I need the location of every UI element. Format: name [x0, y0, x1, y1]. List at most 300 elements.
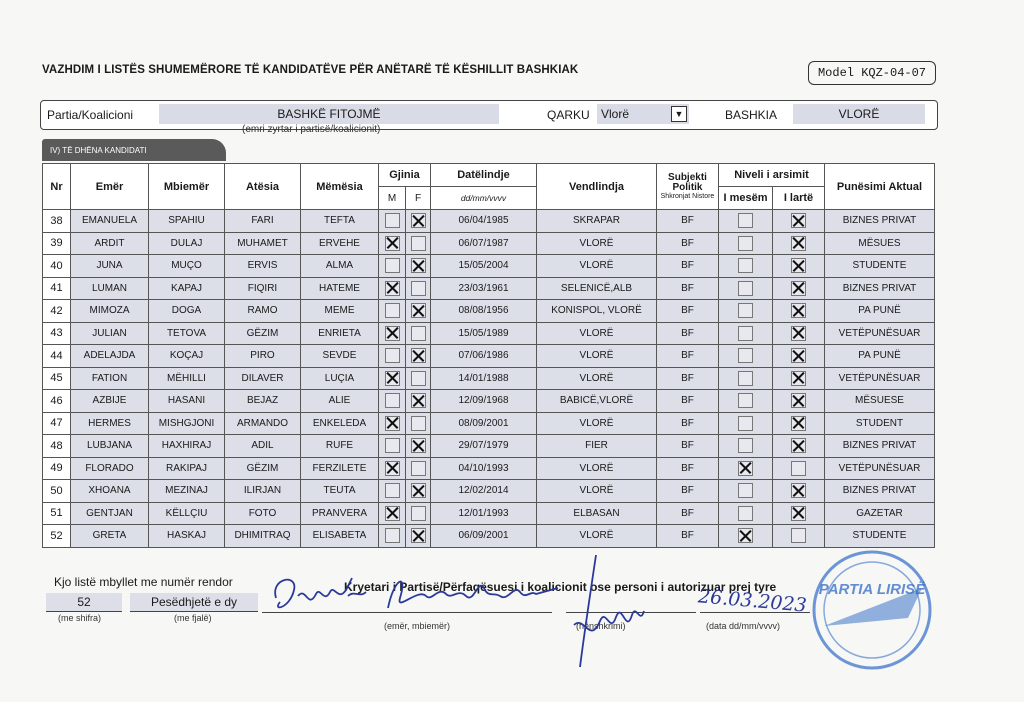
edu-larte-cell — [773, 435, 825, 458]
cell-atesia[interactable]: DILAVER — [225, 367, 301, 390]
bashkia-field[interactable]: VLORË — [793, 104, 925, 124]
cell-subjekti[interactable]: BF — [657, 232, 719, 255]
cell-punesimi[interactable]: PA PUNË — [825, 345, 935, 368]
edu-mesem-checkbox[interactable] — [738, 348, 753, 363]
cell-vendlindja[interactable]: VLORË — [537, 232, 657, 255]
edu-larte-cell — [773, 210, 825, 233]
col-m: M — [379, 187, 406, 210]
closing-words[interactable]: Pesëdhjetë e dy — [130, 593, 258, 612]
gender-f-checkbox[interactable] — [411, 393, 426, 408]
edu-larte-checkbox[interactable] — [791, 371, 806, 386]
cell-mbiemer[interactable]: HASANI — [149, 390, 225, 413]
edu-mesem-checkbox[interactable] — [738, 371, 753, 386]
cell-memesia[interactable]: ENKELEDA — [301, 412, 379, 435]
edu-larte-cell — [773, 345, 825, 368]
edu-mesem-cell — [719, 367, 773, 390]
gender-m-cell — [379, 525, 406, 548]
edu-larte-checkbox[interactable] — [791, 326, 806, 341]
gender-f-checkbox[interactable] — [411, 326, 426, 341]
edu-larte-checkbox[interactable] — [791, 393, 806, 408]
cell-memesia[interactable]: SEVDE — [301, 345, 379, 368]
edu-mesem-checkbox[interactable] — [738, 416, 753, 431]
edu-larte-cell — [773, 502, 825, 525]
gender-m-checkbox[interactable] — [385, 281, 400, 296]
cell-datelindje[interactable]: 06/07/1987 — [431, 232, 537, 255]
cell-memesia[interactable]: HATEME — [301, 277, 379, 300]
cell-mbiemer[interactable]: HASKAJ — [149, 525, 225, 548]
edu-mesem-cell — [719, 345, 773, 368]
gender-m-checkbox[interactable] — [385, 348, 400, 363]
cell-subjekti[interactable]: BF — [657, 502, 719, 525]
cell-datelindje[interactable]: 08/09/2001 — [431, 412, 537, 435]
edu-larte-checkbox[interactable] — [791, 348, 806, 363]
edu-larte-checkbox[interactable] — [791, 438, 806, 453]
row-number: 47 — [43, 412, 71, 435]
row-number: 44 — [43, 345, 71, 368]
gender-m-checkbox[interactable] — [385, 483, 400, 498]
gender-f-checkbox[interactable] — [411, 303, 426, 318]
cell-emer[interactable]: ARDIT — [71, 232, 149, 255]
edu-mesem-checkbox[interactable] — [738, 326, 753, 341]
col-vendlindja: Vendlindja — [537, 164, 657, 210]
table-row — [43, 480, 935, 503]
date-note: (data dd/mm/vvvv) — [706, 621, 781, 631]
cell-emer[interactable]: MIMOZA — [71, 300, 149, 323]
cell-emer[interactable]: HERMES — [71, 412, 149, 435]
cell-atesia[interactable]: ERVIS — [225, 255, 301, 278]
cell-vendlindja[interactable]: VLORË — [537, 480, 657, 503]
cell-subjekti[interactable]: BF — [657, 367, 719, 390]
qarku-value: Vlorë — [601, 107, 630, 121]
col-gjinia: Gjinia — [379, 164, 431, 187]
table-row — [43, 390, 935, 413]
gender-m-cell — [379, 367, 406, 390]
cell-datelindje[interactable]: 12/09/1968 — [431, 390, 537, 413]
cell-subjekti[interactable]: BF — [657, 525, 719, 548]
party-note: (emri zyrtar i partisë/koalicionit) — [242, 124, 381, 135]
cell-subjekti[interactable]: BF — [657, 255, 719, 278]
gender-f-checkbox[interactable] — [411, 348, 426, 363]
cell-emer[interactable]: EMANUELA — [71, 210, 149, 233]
cell-punesimi[interactable]: PA PUNË — [825, 300, 935, 323]
cell-memesia[interactable]: RUFE — [301, 435, 379, 458]
cell-punesimi[interactable]: VETËPUNËSUAR — [825, 367, 935, 390]
edu-mesem-checkbox[interactable] — [738, 213, 753, 228]
stamp-text: PARTIA LIRISË — [818, 581, 926, 598]
col-i-larte: I lartë — [773, 187, 825, 210]
cell-datelindje[interactable]: 07/06/1986 — [431, 345, 537, 368]
cell-punesimi[interactable]: MËSUESE — [825, 390, 935, 413]
cell-vendlindja[interactable]: FIER — [537, 435, 657, 458]
gender-m-checkbox[interactable] — [385, 438, 400, 453]
cell-datelindje[interactable]: 08/08/1956 — [431, 300, 537, 323]
cell-subjekti[interactable]: BF — [657, 435, 719, 458]
col-subjekti — [657, 164, 719, 210]
col-niveli: Niveli i arsimit — [719, 164, 825, 187]
cell-datelindje[interactable]: 15/05/2004 — [431, 255, 537, 278]
cell-emer[interactable]: XHOANA — [71, 480, 149, 503]
edu-mesem-checkbox[interactable] — [738, 393, 753, 408]
words-note: (me fjalë) — [174, 613, 212, 623]
gender-m-checkbox[interactable] — [385, 236, 400, 251]
cell-emer[interactable]: JULIAN — [71, 322, 149, 345]
cell-mbiemer[interactable]: HAXHIRAJ — [149, 435, 225, 458]
cell-subjekti[interactable]: BF — [657, 210, 719, 233]
edu-larte-checkbox[interactable] — [791, 416, 806, 431]
table-row — [43, 277, 935, 300]
cell-punesimi[interactable]: BIZNES PRIVAT — [825, 210, 935, 233]
cell-memesia[interactable]: ELISABETA — [301, 525, 379, 548]
edu-larte-cell — [773, 412, 825, 435]
edu-larte-cell — [773, 525, 825, 548]
handwritten-name-signature — [268, 568, 568, 628]
edu-larte-checkbox[interactable] — [791, 236, 806, 251]
gender-m-cell — [379, 210, 406, 233]
gender-m-checkbox[interactable] — [385, 528, 400, 543]
edu-larte-checkbox[interactable] — [791, 528, 806, 543]
qarku-label: QARKU — [547, 108, 590, 122]
cell-subjekti[interactable]: BF — [657, 457, 719, 480]
party-field[interactable]: BASHKË FITOJMË — [159, 104, 499, 124]
gender-m-checkbox[interactable] — [385, 416, 400, 431]
signature-note: (nënshkrimi) — [576, 621, 626, 631]
subjekti-title: Subjekti Politik — [668, 171, 707, 193]
row-number: 42 — [43, 300, 71, 323]
cell-emer[interactable]: FLORADO — [71, 457, 149, 480]
cell-datelindje[interactable]: 04/10/1993 — [431, 457, 537, 480]
cell-vendlindja[interactable]: VLORË — [537, 412, 657, 435]
cell-memesia[interactable]: FERZILETE — [301, 457, 379, 480]
edu-larte-cell — [773, 300, 825, 323]
gender-f-cell — [406, 322, 431, 345]
cell-datelindje[interactable]: 23/03/1961 — [431, 277, 537, 300]
edu-mesem-cell — [719, 457, 773, 480]
edu-mesem-cell — [719, 210, 773, 233]
edu-larte-cell — [773, 480, 825, 503]
col-f: F — [406, 187, 431, 210]
cell-atesia[interactable]: BEJAZ — [225, 390, 301, 413]
edu-mesem-checkbox[interactable] — [738, 281, 753, 296]
cell-memesia[interactable]: TEUTA — [301, 480, 379, 503]
gender-m-checkbox[interactable] — [385, 213, 400, 228]
model-code: Model KQZ-04-07 — [808, 61, 936, 85]
gender-m-cell — [379, 345, 406, 368]
gender-m-cell — [379, 502, 406, 525]
edu-mesem-checkbox[interactable] — [738, 236, 753, 251]
cell-vendlindja[interactable]: SELENICË,ALB — [537, 277, 657, 300]
table-row — [43, 525, 935, 548]
cell-memesia[interactable]: LUÇIA — [301, 367, 379, 390]
cell-punesimi[interactable]: BIZNES PRIVAT — [825, 277, 935, 300]
edu-larte-cell — [773, 255, 825, 278]
cell-punesimi[interactable]: BIZNES PRIVAT — [825, 435, 935, 458]
gender-f-cell — [406, 210, 431, 233]
edu-mesem-checkbox[interactable] — [738, 483, 753, 498]
row-number: 45 — [43, 367, 71, 390]
cell-mbiemer[interactable]: RAKIPAJ — [149, 457, 225, 480]
gender-f-cell — [406, 300, 431, 323]
gender-m-checkbox[interactable] — [385, 506, 400, 521]
cell-atesia[interactable]: ILIRJAN — [225, 480, 301, 503]
table-row — [43, 255, 935, 278]
col-memesia: Mëmësia — [301, 164, 379, 210]
table-row — [43, 345, 935, 368]
cell-datelindje[interactable]: 14/01/1988 — [431, 367, 537, 390]
edu-mesem-cell — [719, 300, 773, 323]
edu-larte-cell — [773, 390, 825, 413]
table-row — [43, 210, 935, 233]
edu-larte-cell — [773, 367, 825, 390]
cell-memesia[interactable]: ALMA — [301, 255, 379, 278]
cell-mbiemer[interactable]: MISHGJONI — [149, 412, 225, 435]
gender-m-cell — [379, 412, 406, 435]
cell-atesia[interactable]: RAMO — [225, 300, 301, 323]
cell-mbiemer[interactable]: DOGA — [149, 300, 225, 323]
cell-atesia[interactable]: FIQIRI — [225, 277, 301, 300]
cell-punesimi[interactable]: VETËPUNËSUAR — [825, 457, 935, 480]
cell-punesimi[interactable]: MËSUES — [825, 232, 935, 255]
gender-m-checkbox[interactable] — [385, 461, 400, 476]
gender-m-checkbox[interactable] — [385, 371, 400, 386]
gender-f-cell — [406, 435, 431, 458]
col-mbiemer: Mbiemër — [149, 164, 225, 210]
row-number: 41 — [43, 277, 71, 300]
cell-vendlindja[interactable]: VLORË — [537, 525, 657, 548]
gender-f-checkbox[interactable] — [411, 483, 426, 498]
gender-f-cell — [406, 457, 431, 480]
subjekti-sub: Shkronjat Nistore — [660, 192, 715, 200]
cell-emer[interactable]: FATION — [71, 367, 149, 390]
edu-mesem-cell — [719, 412, 773, 435]
gender-f-checkbox[interactable] — [411, 416, 426, 431]
cell-datelindje[interactable]: 06/04/1985 — [431, 210, 537, 233]
party-stamp — [804, 548, 940, 672]
handwritten-date: 26.03.2023 — [697, 585, 808, 617]
gender-f-checkbox[interactable] — [411, 213, 426, 228]
gender-f-cell — [406, 277, 431, 300]
cell-vendlindja[interactable]: SKRAPAR — [537, 210, 657, 233]
cell-mbiemer[interactable]: KËLLÇIU — [149, 502, 225, 525]
cell-mbiemer[interactable]: SPAHIU — [149, 210, 225, 233]
cell-atesia[interactable]: MUHAMET — [225, 232, 301, 255]
table-row — [43, 322, 935, 345]
edu-mesem-checkbox[interactable] — [738, 528, 753, 543]
edu-larte-checkbox[interactable] — [791, 213, 806, 228]
cell-vendlindja[interactable]: VLORË — [537, 322, 657, 345]
cell-emer[interactable]: GENTJAN — [71, 502, 149, 525]
cell-punesimi[interactable]: STUDENTE — [825, 255, 935, 278]
edu-larte-checkbox[interactable] — [791, 281, 806, 296]
gender-m-checkbox[interactable] — [385, 326, 400, 341]
closing-number[interactable]: 52 — [46, 593, 122, 612]
edu-larte-checkbox[interactable] — [791, 483, 806, 498]
cell-atesia[interactable]: FARI — [225, 210, 301, 233]
cell-datelindje[interactable]: 12/01/1993 — [431, 502, 537, 525]
cell-atesia[interactable]: ARMANDO — [225, 412, 301, 435]
gender-m-cell — [379, 277, 406, 300]
cell-vendlindja[interactable]: VLORË — [537, 457, 657, 480]
gender-m-cell — [379, 435, 406, 458]
chevron-down-icon[interactable]: ▼ — [671, 106, 687, 122]
gender-f-cell — [406, 345, 431, 368]
gender-f-checkbox[interactable] — [411, 506, 426, 521]
party-bar — [40, 100, 938, 130]
cell-subjekti[interactable]: BF — [657, 300, 719, 323]
gender-f-checkbox[interactable] — [411, 371, 426, 386]
cell-vendlindja[interactable]: VLORË — [537, 255, 657, 278]
edu-mesem-checkbox[interactable] — [738, 258, 753, 273]
gender-f-cell — [406, 480, 431, 503]
row-number: 43 — [43, 322, 71, 345]
cell-atesia[interactable]: GËZIM — [225, 457, 301, 480]
document-title: VAZHDIM I LISTËS SHUMEMËRORE TË KANDIDATËVE PËR ANËTARË TË KËSHILLIT BASHKIAK — [42, 64, 579, 76]
table-row — [43, 502, 935, 525]
qarku-select[interactable] — [597, 104, 689, 124]
cell-memesia[interactable]: ENRIETA — [301, 322, 379, 345]
party-label: Partia/Koalicioni — [47, 108, 134, 122]
gender-m-cell — [379, 255, 406, 278]
gender-m-checkbox[interactable] — [385, 258, 400, 273]
gender-f-checkbox[interactable] — [411, 258, 426, 273]
row-number: 49 — [43, 457, 71, 480]
cell-subjekti[interactable]: BF — [657, 322, 719, 345]
edu-larte-checkbox[interactable] — [791, 258, 806, 273]
table-row — [43, 300, 935, 323]
edu-mesem-cell — [719, 435, 773, 458]
cell-subjekti[interactable]: BF — [657, 412, 719, 435]
table-row — [43, 412, 935, 435]
table-row — [43, 367, 935, 390]
cell-memesia[interactable]: ALIE — [301, 390, 379, 413]
gender-f-checkbox[interactable] — [411, 461, 426, 476]
number-note: (me shifra) — [58, 613, 102, 623]
cell-mbiemer[interactable]: MUÇO — [149, 255, 225, 278]
gender-f-cell — [406, 255, 431, 278]
cell-datelindje[interactable]: 29/07/1979 — [431, 435, 537, 458]
cell-mbiemer[interactable]: DULAJ — [149, 232, 225, 255]
cell-mbiemer[interactable]: MEZINAJ — [149, 480, 225, 503]
cell-vendlindja[interactable]: BABICË,VLORË — [537, 390, 657, 413]
cell-vendlindja[interactable]: VLORË — [537, 345, 657, 368]
row-number: 38 — [43, 210, 71, 233]
cell-memesia[interactable]: TEFTA — [301, 210, 379, 233]
edu-larte-cell — [773, 457, 825, 480]
gender-m-checkbox[interactable] — [385, 303, 400, 318]
cell-atesia[interactable]: GËZIM — [225, 322, 301, 345]
gender-f-cell — [406, 412, 431, 435]
row-number: 46 — [43, 390, 71, 413]
gender-m-cell — [379, 390, 406, 413]
gender-f-cell — [406, 525, 431, 548]
edu-mesem-cell — [719, 277, 773, 300]
cell-atesia[interactable]: DHIMITRAQ — [225, 525, 301, 548]
cell-punesimi[interactable]: STUDENT — [825, 412, 935, 435]
gender-m-cell — [379, 480, 406, 503]
closing-label: Kjo listë mbyllet me numër rendor — [54, 575, 233, 589]
table-row — [43, 457, 935, 480]
cell-mbiemer[interactable]: KOÇAJ — [149, 345, 225, 368]
cell-mbiemer[interactable]: MËHILLI — [149, 367, 225, 390]
gender-f-cell — [406, 367, 431, 390]
table-row — [43, 435, 935, 458]
cell-vendlindja[interactable]: ELBASAN — [537, 502, 657, 525]
cell-subjekti[interactable]: BF — [657, 345, 719, 368]
cell-punesimi[interactable]: GAZETAR — [825, 502, 935, 525]
edu-larte-checkbox[interactable] — [791, 461, 806, 476]
edu-mesem-cell — [719, 255, 773, 278]
gender-f-checkbox[interactable] — [411, 281, 426, 296]
cell-punesimi[interactable]: VETËPUNËSUAR — [825, 322, 935, 345]
gender-f-checkbox[interactable] — [411, 236, 426, 251]
edu-mesem-cell — [719, 232, 773, 255]
row-number: 40 — [43, 255, 71, 278]
edu-mesem-checkbox[interactable] — [738, 461, 753, 476]
edu-larte-checkbox[interactable] — [791, 303, 806, 318]
edu-mesem-cell — [719, 502, 773, 525]
table-row — [43, 232, 935, 255]
cell-emer[interactable]: LUMAN — [71, 277, 149, 300]
edu-mesem-checkbox[interactable] — [738, 303, 753, 318]
cell-vendlindja[interactable]: VLORË — [537, 367, 657, 390]
secretary-label: Kryetari i Partisë/Përfaqësuesi i koalicionit ose personi i autorizuar prej tyre — [344, 580, 777, 594]
gender-f-checkbox[interactable] — [411, 438, 426, 453]
cell-vendlindja[interactable]: KONISPOL, VLORË — [537, 300, 657, 323]
cell-mbiemer[interactable]: TETOVA — [149, 322, 225, 345]
edu-mesem-cell — [719, 322, 773, 345]
cell-subjekti[interactable]: BF — [657, 480, 719, 503]
edu-mesem-checkbox[interactable] — [738, 506, 753, 521]
row-number: 52 — [43, 525, 71, 548]
edu-mesem-checkbox[interactable] — [738, 438, 753, 453]
cell-emer[interactable]: AZBIJE — [71, 390, 149, 413]
edu-mesem-cell — [719, 480, 773, 503]
cell-emer[interactable]: JUNA — [71, 255, 149, 278]
cell-emer[interactable]: LUBJANA — [71, 435, 149, 458]
cell-atesia[interactable]: FOTO — [225, 502, 301, 525]
bashkia-label: BASHKIA — [725, 108, 778, 122]
cell-emer[interactable]: ADELAJDA — [71, 345, 149, 368]
cell-datelindje[interactable]: 06/09/2001 — [431, 525, 537, 548]
cell-subjekti[interactable]: BF — [657, 390, 719, 413]
col-punesimi: Punësimi Aktual — [825, 164, 935, 210]
handwritten-signature — [560, 555, 650, 675]
cell-emer[interactable]: GRETA — [71, 525, 149, 548]
col-nr: Nr — [43, 164, 71, 210]
gender-f-cell — [406, 502, 431, 525]
cell-datelindje[interactable]: 15/05/1989 — [431, 322, 537, 345]
gender-f-checkbox[interactable] — [411, 528, 426, 543]
cell-subjekti[interactable]: BF — [657, 277, 719, 300]
cell-mbiemer[interactable]: KAPAJ — [149, 277, 225, 300]
cell-datelindje[interactable]: 12/02/2014 — [431, 480, 537, 503]
edu-larte-cell — [773, 232, 825, 255]
cell-memesia[interactable]: ERVEHE — [301, 232, 379, 255]
col-datelindje: Datëlindje — [431, 164, 537, 187]
row-number: 39 — [43, 232, 71, 255]
cell-memesia[interactable]: MEME — [301, 300, 379, 323]
col-i-mesem: I mesëm — [719, 187, 773, 210]
cell-atesia[interactable]: ADIL — [225, 435, 301, 458]
cell-punesimi[interactable]: STUDENTE — [825, 525, 935, 548]
cell-memesia[interactable]: PRANVERA — [301, 502, 379, 525]
row-number: 50 — [43, 480, 71, 503]
edu-larte-checkbox[interactable] — [791, 506, 806, 521]
edu-larte-cell — [773, 277, 825, 300]
cell-atesia[interactable]: PIRO — [225, 345, 301, 368]
cell-punesimi[interactable]: BIZNES PRIVAT — [825, 480, 935, 503]
gender-m-checkbox[interactable] — [385, 393, 400, 408]
section-tab: IV) TË DHËNA KANDIDATI — [42, 139, 226, 161]
